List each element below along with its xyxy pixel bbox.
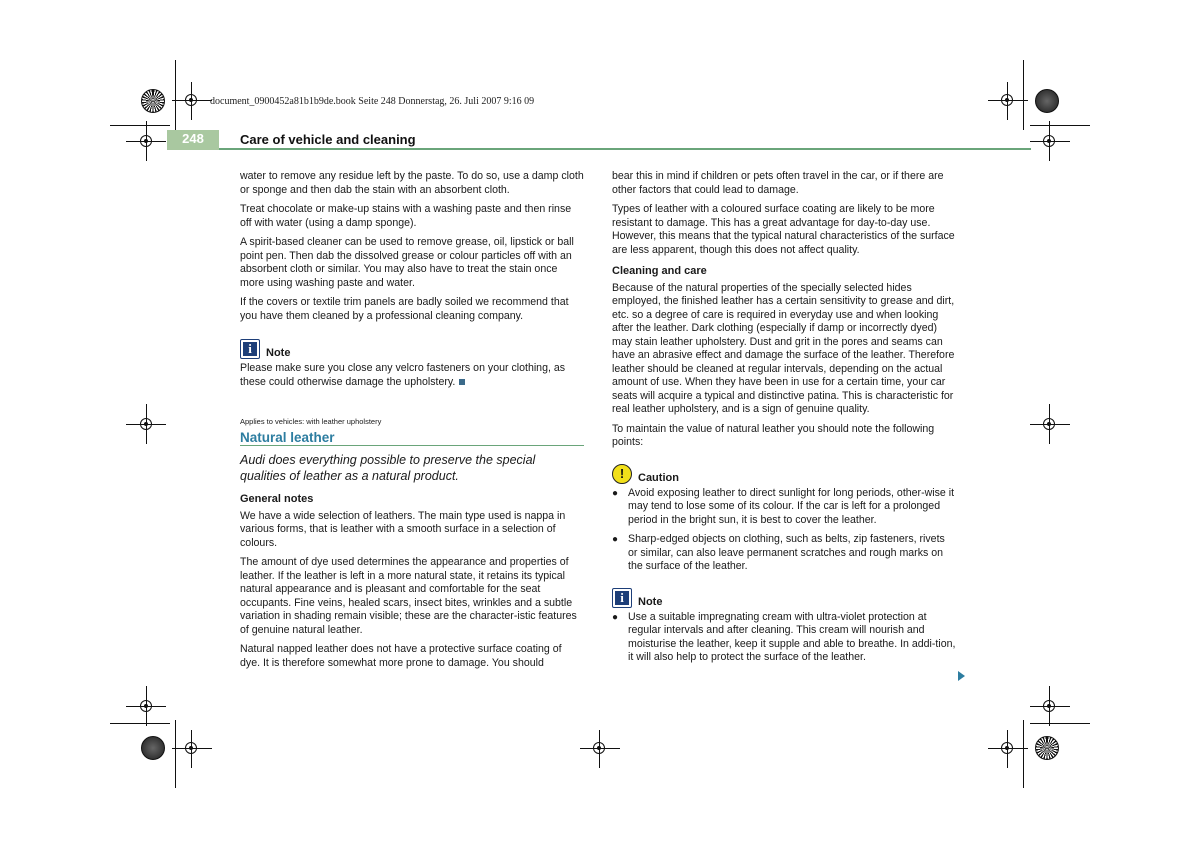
caution-bullet bbox=[612, 533, 956, 574]
info-icon: i bbox=[612, 588, 632, 608]
caution-heading bbox=[612, 464, 956, 484]
bullet-icon: ● bbox=[612, 611, 619, 623]
note-title: Note bbox=[266, 347, 291, 360]
page-number: 248 bbox=[182, 131, 204, 146]
crop-mark bbox=[175, 60, 176, 130]
registration-mark-icon bbox=[1001, 742, 1013, 754]
paragraph: Natural napped leather does not have a protective surface coating of dye. It is therefore somewhat more prone to damage. You should bbox=[240, 643, 562, 669]
chapter-title: Care of vehicle and cleaning bbox=[240, 132, 416, 147]
header-rule bbox=[219, 148, 1031, 150]
left-column bbox=[240, 170, 584, 676]
note-text-content: Please make sure you close any velcro fasteners on your clothing, as these could otherwise damage the upholstery. bbox=[240, 362, 566, 388]
paragraph: We have a wide selection of leathers. The main type used is nappa in various forms, that is leather with a smooth surface in a selection of colours. bbox=[240, 509, 566, 549]
registration-mark-icon bbox=[185, 742, 197, 754]
color-wheel-icon bbox=[141, 89, 165, 113]
registration-mark-icon bbox=[1001, 94, 1013, 106]
bullet-icon: ● bbox=[612, 487, 619, 499]
paragraph: Because of the natural properties of the specially selected hides employed, the finished leather has a certain sensitivity to grease and dirt, etc. so a degree of care is required in everyday use and when looking after the leather. Dark clothing (especially if damp or incorrectly dyed) may stain leather upholstery. Dust and grit in the pores and seams can have an abrasive effect and damage the surface of the leather. Therefore leather should be cleaned at regular intervals, depending on the actual amount of use. When they have been in use for a certain time, your car seats will acquire a typical and distinctive patina. This is characteristic for real leather upholstery, and is a sign of genuine quality. bbox=[612, 281, 955, 415]
crop-mark bbox=[1023, 60, 1024, 130]
crop-mark bbox=[175, 720, 176, 788]
note-text bbox=[240, 362, 584, 389]
info-icon: i bbox=[240, 339, 260, 359]
paragraph: A spirit-based cleaner can be used to remove grease, oil, lipstick or ball point pen. Then dab the dissolved grease or colour particles off with an absorbent cloth or similar. You may also have to treat the stain once more using washing paste and water. bbox=[240, 236, 574, 289]
crop-mark bbox=[1030, 723, 1090, 724]
continue-arrow-icon bbox=[958, 671, 965, 681]
bullet-text: Sharp-edged objects on clothing, such as belts, zip fasteners, rivets or similar, can also leave permanent scratches and rough marks on the surface of the leather. bbox=[628, 533, 945, 572]
document-info: document_0900452a81b1b9de.book Seite 248 Donnerstag, 26. Juli 2007 9:16 09 bbox=[210, 96, 535, 107]
intro-text: Audi does everything possible to preserve the special qualities of leather as a natural product. bbox=[240, 453, 536, 483]
color-patch-icon bbox=[1035, 89, 1059, 113]
caution-icon: ! bbox=[612, 464, 632, 484]
applies-to: Applies to vehicles: with leather upholstery bbox=[240, 417, 382, 426]
registration-mark-icon bbox=[593, 742, 605, 754]
right-column bbox=[612, 170, 956, 671]
section-title: Natural leather bbox=[240, 431, 584, 447]
paragraph: Types of leather with a coloured surface coating are likely to be more resistant to damage. This has a great advantage for day-to-day use. However, this means that the typical natural characteristics of the surface are less apparent, though this does not affect quality. bbox=[612, 203, 955, 256]
crop-mark bbox=[1023, 720, 1024, 788]
end-of-section-icon bbox=[459, 379, 465, 385]
bullet-icon: ● bbox=[612, 534, 619, 545]
note-heading bbox=[612, 588, 956, 608]
paragraph: water to remove any residue left by the paste. To do so, use a damp cloth or sponge and then dab the stain with an absorbent cloth. bbox=[240, 170, 584, 196]
crop-mark bbox=[1030, 125, 1090, 126]
note-heading bbox=[240, 339, 584, 359]
registration-mark-icon bbox=[1043, 700, 1055, 712]
paragraph: To maintain the value of natural leather you should note the following points: bbox=[612, 422, 935, 448]
bullet-text: Use a suitable impregnating cream with ultra-violet protection at regular intervals and after cleaning. This cream will nourish and moisturise the leather, keep it supple and able to breathe. In addi-tion, it will also help to protect the surface of the leather. bbox=[628, 610, 956, 663]
paragraph: The amount of dye used determines the appearance and properties of leather. If the leather is left in a more natural state, it retains its typical natural appearance and is pleasant and comfortable for the seat occupants. Fine veins, healed scars, insect bites, wrinkles and a subtle variation in shading remain visible; these are the character-istic features of genuine natural leather. bbox=[240, 556, 577, 636]
cleaning-heading: Cleaning and care bbox=[612, 265, 707, 277]
caution-bullet bbox=[612, 487, 956, 528]
registration-mark-icon bbox=[140, 700, 152, 712]
paragraph: If the covers or textile trim panels are badly soiled we recommend that you have them cleaned by a professional cleaning company. bbox=[240, 296, 569, 322]
color-patch-icon bbox=[141, 736, 165, 760]
paragraph: Treat chocolate or make-up stains with a washing paste and then rinse off with water (using a damp sponge). bbox=[240, 203, 572, 229]
crop-mark bbox=[110, 125, 170, 126]
paragraph: bear this in mind if children or pets often travel in the car, or if there are other factors that could lead to damage. bbox=[612, 170, 944, 196]
registration-mark-icon bbox=[1043, 418, 1055, 430]
crop-mark bbox=[110, 723, 170, 724]
note-bullet bbox=[612, 611, 956, 665]
note-title: Note bbox=[638, 595, 663, 608]
general-notes-heading: General notes bbox=[240, 493, 314, 505]
registration-mark-icon bbox=[185, 94, 197, 106]
registration-mark-icon bbox=[1043, 135, 1055, 147]
registration-mark-icon bbox=[140, 135, 152, 147]
color-wheel-icon bbox=[1035, 736, 1059, 760]
registration-mark-icon bbox=[140, 418, 152, 430]
caution-title: Caution bbox=[638, 471, 679, 484]
bullet-text: Avoid exposing leather to direct sunlight for long periods, other-wise it may tend to lose some of its colour. If the car is left for a prolonged period in the bright sun, it is best to cover the leather. bbox=[628, 486, 955, 526]
